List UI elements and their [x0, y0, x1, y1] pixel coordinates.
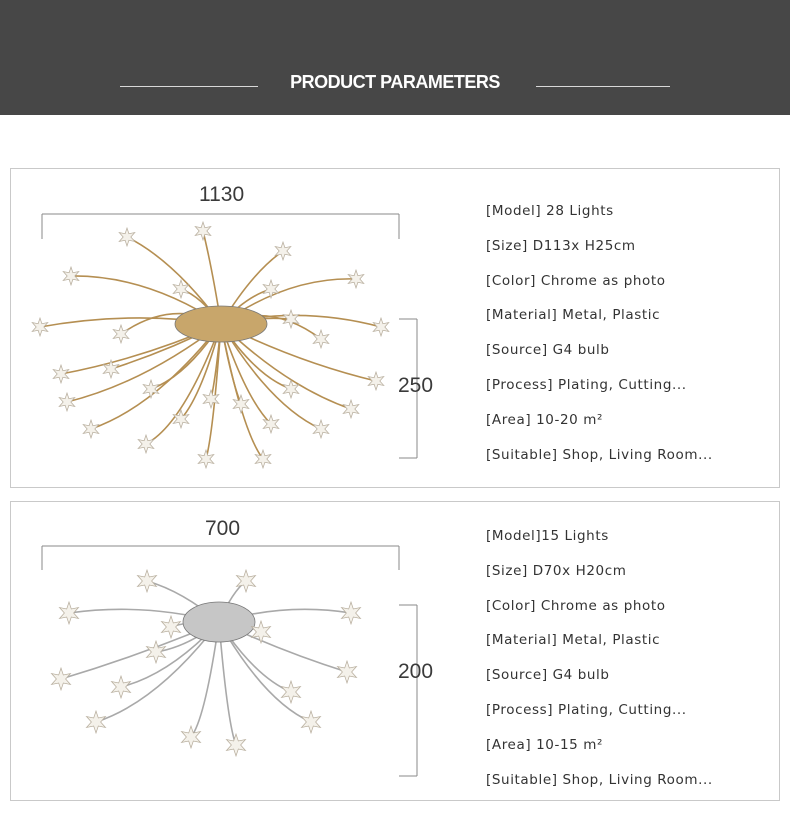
star-shade-icon — [342, 602, 361, 624]
star-shade-icon — [87, 711, 106, 733]
header-banner — [0, 0, 790, 115]
star-shade-icon — [53, 365, 69, 383]
star-shade-icon — [237, 570, 256, 592]
spec-source: [Source] G4 bulb — [486, 667, 610, 684]
height-label: 200 — [398, 660, 434, 683]
spec-suitable: [Suitable] Shop, Living Room... — [486, 446, 713, 463]
spec-area: [Area] 10-15 m² — [486, 736, 603, 753]
spec-area: [Area] 10-20 m² — [486, 411, 603, 428]
chandelier-gold-image — [31, 219, 411, 489]
star-shade-icon — [227, 734, 246, 756]
star-shade-icon — [373, 318, 389, 336]
spec-process: [Process] Plating, Cutting... — [486, 701, 687, 718]
star-shade-icon — [302, 711, 321, 733]
spec-list — [486, 526, 713, 804]
spec-color: [Color] Chrome as photo — [486, 272, 666, 289]
star-shade-icon — [59, 393, 75, 411]
spec-model: [Model]15 Lights — [486, 528, 609, 544]
star-shade-icon — [162, 616, 181, 638]
star-shade-icon — [52, 668, 71, 690]
star-shade-icon — [119, 228, 135, 246]
spec-model: [Model] 28 Lights — [486, 203, 614, 219]
spec-suitable: [Suitable] Shop, Living Room... — [486, 771, 713, 788]
star-shade-icon — [343, 400, 359, 418]
star-shade-icon — [313, 330, 329, 348]
ceiling-base — [183, 602, 255, 642]
spec-size: [Size] D70x H20cm — [486, 562, 627, 579]
chandelier-chrome-image — [41, 557, 421, 817]
star-shade-icon — [255, 450, 271, 468]
star-shade-icon — [143, 380, 159, 398]
page-title: PRODUCT PARAMETERS — [290, 72, 500, 92]
product-panel-1 — [10, 168, 780, 488]
star-shade-icon — [113, 325, 129, 343]
star-shade-icon — [368, 372, 384, 390]
height-label: 250 — [398, 374, 434, 397]
spec-source: [Source] G4 bulb — [486, 342, 610, 359]
star-shade-icon — [275, 242, 291, 260]
star-shade-icon — [313, 420, 329, 438]
star-shade-icon — [233, 395, 249, 413]
star-shade-icon — [338, 661, 357, 683]
spec-process: [Process] Plating, Cutting... — [486, 376, 687, 393]
product-panel-2 — [10, 501, 780, 801]
header-divider-right — [536, 86, 670, 87]
star-shade-icon — [282, 681, 301, 703]
spec-list — [486, 201, 713, 479]
star-shade-icon — [112, 676, 131, 698]
star-shade-icon — [103, 360, 119, 378]
star-shade-icon — [182, 726, 201, 748]
spec-size: [Size] D113x H25cm — [486, 237, 636, 254]
star-shade-icon — [83, 420, 99, 438]
width-label: 1130 — [199, 183, 245, 206]
star-shade-icon — [138, 570, 157, 592]
spec-color: [Color] Chrome as photo — [486, 597, 666, 614]
star-shade-icon — [195, 222, 211, 240]
width-label: 700 — [205, 517, 241, 540]
spec-material: [Material] Metal, Plastic — [486, 307, 661, 324]
star-shade-icon — [60, 602, 79, 624]
ceiling-base — [175, 306, 267, 342]
star-shade-icon — [263, 280, 279, 298]
star-shade-icon — [32, 318, 48, 336]
star-shade-icon — [138, 435, 154, 453]
star-shade-icon — [203, 390, 219, 408]
star-shade-icon — [198, 450, 214, 468]
spec-material: [Material] Metal, Plastic — [486, 632, 661, 649]
